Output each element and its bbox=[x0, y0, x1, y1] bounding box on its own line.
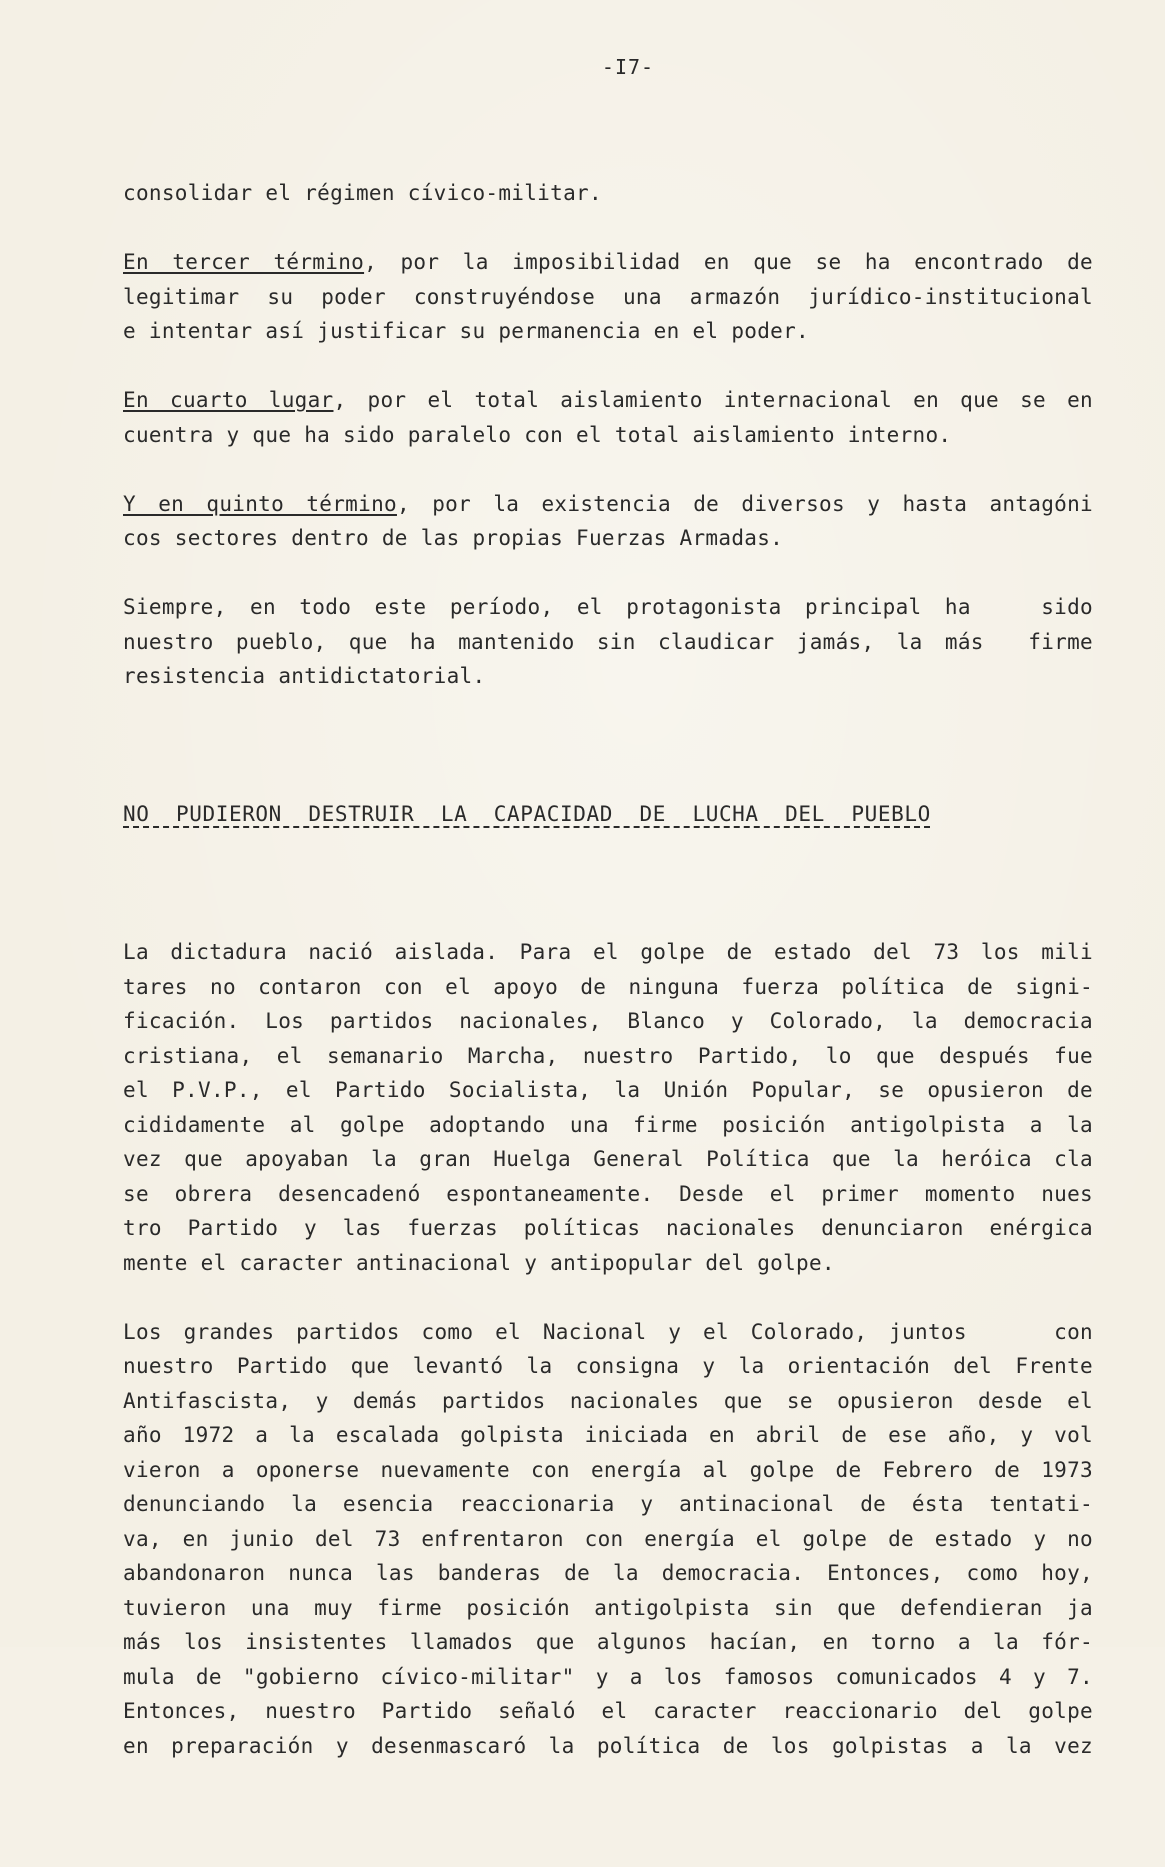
line-text: , por el total aislamiento internacional en que se en bbox=[333, 388, 1093, 412]
paragraph bbox=[123, 176, 1093, 211]
line-text: e intentar así justificar su permanencia en el poder. bbox=[123, 319, 809, 343]
line-text: tro Partido y las fuerzas políticas nacionales denunciaron enérgica bbox=[123, 1216, 1093, 1240]
text-line bbox=[123, 1246, 1093, 1281]
text-line bbox=[123, 1211, 1093, 1246]
line-text: tares no contaron con el apoyo de ninguna fuerza política de signi- bbox=[123, 974, 1093, 999]
line-text: nuestro pueblo, que ha mantenido sin claudicar jamás, la más firme bbox=[123, 629, 1093, 654]
line-text: en preparación y desenmascaró la política de los golpistas a la vez bbox=[123, 1733, 1093, 1758]
line-text: mente el caracter antinacional y antipopular del golpe. bbox=[123, 1250, 835, 1275]
text-line bbox=[123, 970, 1093, 1005]
text-line bbox=[123, 1729, 1093, 1764]
line-text: vieron a oponerse nuevamente con energía al golpe de Febrero de 1973 bbox=[123, 1457, 1093, 1482]
text-line bbox=[123, 935, 1093, 970]
paragraph bbox=[123, 1315, 1093, 1764]
line-text: cos sectores dentro de las propias Fuerzas Armadas. bbox=[123, 526, 784, 550]
text-line bbox=[123, 1142, 1093, 1177]
text-line bbox=[123, 1418, 1093, 1453]
document-body bbox=[123, 107, 1093, 1867]
line-text: Los grandes partidos como el Nacional y el Colorado, juntos con bbox=[123, 1319, 1093, 1344]
text-line bbox=[123, 1694, 1093, 1729]
line-text: , por la existencia de diversos y hasta antagóni bbox=[396, 491, 1093, 516]
line-text: Entonces, nuestro Partido señaló el caracter reaccionario del golpe bbox=[123, 1699, 1093, 1723]
line-text: Antifascista, y demás partidos nacionales que se opusieron desde el bbox=[123, 1388, 1093, 1413]
text-line bbox=[123, 1522, 1093, 1557]
underlined-lead: En cuarto lugar bbox=[123, 388, 334, 412]
text-line bbox=[123, 176, 1093, 211]
text-line bbox=[123, 418, 1093, 453]
text-line bbox=[123, 1660, 1093, 1695]
line-text: cristiana, el semanario Marcha, nuestro Partido, lo que después fue bbox=[123, 1043, 1093, 1068]
line-text: Siempre, en todo este período, el protagonista principal ha sido bbox=[123, 595, 1093, 619]
section-main bbox=[123, 935, 1093, 1763]
text-line bbox=[123, 245, 1093, 280]
paragraph bbox=[123, 590, 1093, 694]
line-text: año 1972 a la escalada golpista iniciada en abril de ese año, y vol bbox=[123, 1423, 1093, 1447]
text-line bbox=[123, 625, 1093, 660]
text-line bbox=[123, 1591, 1093, 1626]
text-line bbox=[123, 1349, 1093, 1384]
text-line bbox=[123, 659, 1093, 694]
text-line bbox=[123, 521, 1093, 556]
line-text: abandonaron nunca las banderas de la democracia. Entonces, como hoy, bbox=[123, 1561, 1093, 1585]
line-text: ficación. Los partidos nacionales, Blanco y Colorado, la democracia bbox=[123, 1009, 1093, 1033]
text-line bbox=[123, 1453, 1093, 1488]
line-text: consolidar el régimen cívico-militar. bbox=[123, 181, 602, 205]
line-text: más los insistentes llamados que algunos hacían, en torno a la fór- bbox=[123, 1630, 1093, 1654]
text-line bbox=[123, 1487, 1093, 1522]
text-line bbox=[123, 280, 1093, 315]
text-line bbox=[123, 314, 1093, 349]
text-line bbox=[123, 1039, 1093, 1074]
line-text: resistencia antidictatorial. bbox=[123, 664, 486, 688]
text-line bbox=[123, 1315, 1093, 1350]
paragraph bbox=[123, 487, 1093, 556]
line-text: denunciando la esencia reaccionaria y antinacional de ésta tentati- bbox=[123, 1492, 1093, 1516]
line-text: La dictadura nació aislada. Para el golpe de estado del 73 los mili bbox=[123, 940, 1093, 964]
section-intro bbox=[123, 176, 1093, 694]
line-text: mula de "gobierno cívico-militar" y a los famosos comunicados 4 y 7. bbox=[123, 1664, 1093, 1689]
line-text: tuvieron una muy firme posición antigolpista sin que defendieran ja bbox=[123, 1595, 1093, 1620]
line-text: , por la imposibilidad en que se ha encontrado de bbox=[364, 250, 1093, 274]
line-text: va, en junio del 73 enfrentaron con energía el golpe de estado y no bbox=[123, 1526, 1093, 1551]
line-text: el P.V.P., el Partido Socialista, la Unión Popular, se opusieron de bbox=[123, 1078, 1093, 1102]
text-line bbox=[123, 1625, 1093, 1660]
underlined-lead: En tercer término bbox=[123, 250, 365, 274]
text-line bbox=[123, 1384, 1093, 1419]
text-line bbox=[123, 487, 1093, 522]
section-heading: NO PUDIERON DESTRUIR LA CAPACIDAD DE LUCHA DEL PUEBLO bbox=[123, 802, 931, 826]
text-line bbox=[123, 1177, 1093, 1212]
text-line bbox=[123, 1556, 1093, 1591]
line-text: cididamente al golpe adoptando una firme posición antigolpista a la bbox=[123, 1112, 1093, 1137]
line-text: se obrera desencadenó espontaneamente. Desde el primer momento nues bbox=[123, 1181, 1093, 1206]
underlined-lead: Y en quinto término bbox=[123, 491, 397, 516]
paragraph bbox=[123, 935, 1093, 1280]
text-line bbox=[123, 1004, 1093, 1039]
text-line bbox=[123, 1108, 1093, 1143]
text-line bbox=[123, 590, 1093, 625]
page-number: -I7- bbox=[601, 55, 655, 79]
paragraph bbox=[123, 245, 1093, 349]
paragraph bbox=[123, 383, 1093, 452]
line-text: vez que apoyaban la gran Huelga General Política que la heróica cla bbox=[123, 1147, 1093, 1171]
text-line bbox=[123, 383, 1093, 418]
line-text: legitimar su poder construyéndose una armazón jurídico-institucional bbox=[123, 284, 1093, 309]
line-text: cuentra y que ha sido paralelo con el total aislamiento interno. bbox=[123, 422, 952, 447]
line-text: nuestro Partido que levantó la consigna y la orientación del Frente bbox=[123, 1354, 1093, 1378]
text-line bbox=[123, 1073, 1093, 1108]
